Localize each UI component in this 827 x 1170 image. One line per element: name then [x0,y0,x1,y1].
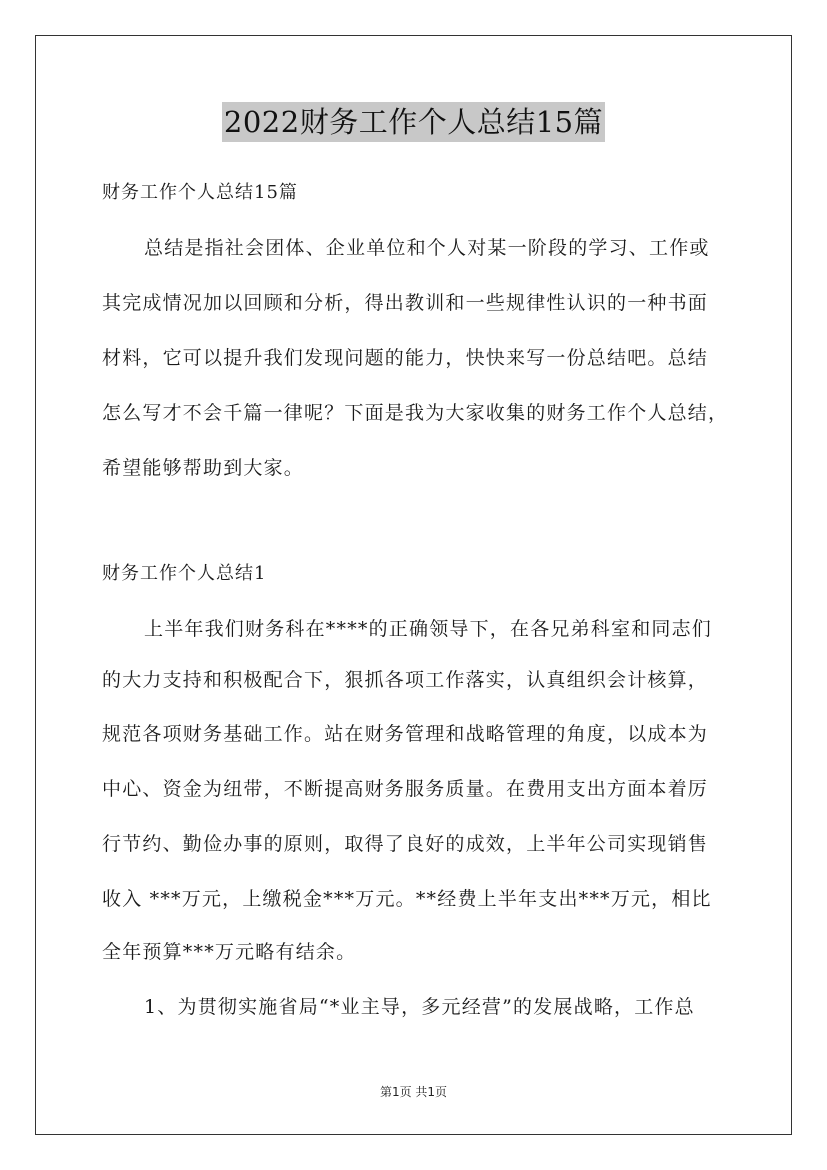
section-heading: 财务工作个人总结1 [102,563,267,584]
intro-line: 怎么写才不会千篇一律呢？下面是我为大家收集的财务工作个人总结， [102,402,729,424]
intro-line: 希望能够帮助到大家。 [102,457,305,479]
intro-line: 其完成情况加以回顾和分析，得出教训和一些规律性认识的一种书面 [102,292,709,314]
body-line: 行节约、勤俭办事的原则，取得了良好的成效，上半年公司实现销售 [102,833,709,855]
intro-line: 总结是指社会团体、企业单位和个人对某一阶段的学习、工作或 [144,237,710,259]
body-line: 规范各项财务基础工作。站在财务管理和战略管理的角度，以成本为 [102,723,709,745]
document-title: 2022财务工作个人总结15篇 [222,102,605,142]
body-line: 全年预算***万元略有结余。 [102,941,357,963]
body-line: 收入 ***万元，上缴税金***万元。**经费上半年支出***万元，相比 [102,888,712,910]
title-container [0,102,827,142]
body-line: 中心、资金为纽带，不断提高财务服务质量。在费用支出方面本着厉 [102,778,709,800]
body-line: 的大力支持和积极配合下，狠抓各项工作落实，认真组织会计核算， [102,669,709,691]
intro-line: 材料，它可以提升我们发现问题的能力，快快来写一份总结吧。总结 [102,347,709,369]
list-item: 1、为贯彻实施省局“*业主导，多元经营”的发展战略，工作总 [144,996,695,1018]
body-line: 上半年我们财务科在****的正确领导下，在各兄弟科室和同志们 [144,618,713,640]
document-subtitle: 财务工作个人总结15篇 [102,182,298,203]
page-footer: 第1页 共1页 [379,1085,448,1099]
